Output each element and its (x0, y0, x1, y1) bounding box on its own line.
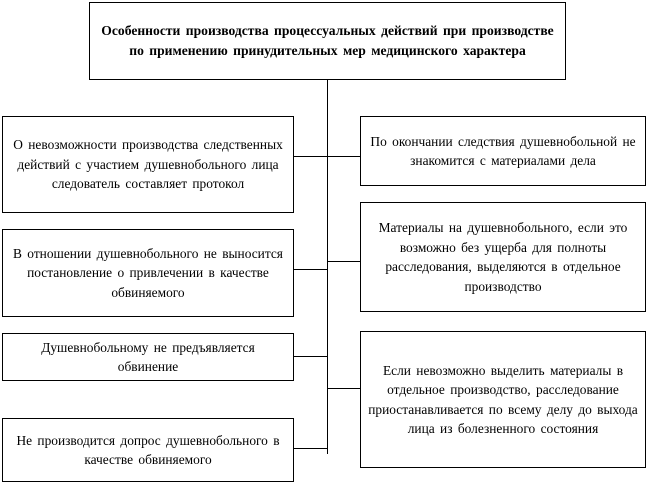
connector-right-2 (327, 261, 360, 262)
right-box-separate-proceedings (360, 202, 646, 312)
connector-left-2 (293, 269, 328, 270)
left-box-no-resolution (2, 229, 294, 317)
connector-left-4 (293, 448, 328, 449)
left-box-no-charge (2, 333, 294, 381)
connector-right-1 (327, 156, 360, 157)
right-box-suspension-text: Если невозможно выделить материалы в отдельное производство, расследование приостанавливается по всему делу до выхода лица из болезненного состояния (368, 362, 638, 436)
diagram-title: Особенности производства процессуальных действий при производстве по применению принудительных мер медицинского характера (101, 23, 554, 58)
left-box-protocol-text: О невозможности производства следственных действий с участием душевнобольного лица следователь составляет протокол (13, 137, 283, 192)
left-box-protocol (2, 116, 294, 213)
connector-left-1 (293, 156, 328, 157)
connector-left-3 (293, 356, 328, 357)
trunk-line (327, 80, 328, 454)
left-box-no-interrogation (2, 418, 294, 482)
diagram-title-box (89, 2, 566, 80)
left-box-no-resolution-text: В отношении душевнобольного не выносится постановление о привлечении в качестве обвиняемого (13, 245, 283, 300)
connector-right-3 (327, 388, 360, 389)
right-box-not-familiarized (360, 116, 646, 186)
right-box-not-familiarized-text: По окончании следствия душевнобольной не знакомится с материалами дела (370, 133, 636, 168)
right-box-separate-proceedings-text: Материалы на душевнобольного, если это возможно без ущерба для полноты расследования, выделяются в отдельное производство (378, 220, 628, 294)
right-box-suspension (360, 331, 646, 468)
left-box-no-interrogation-text: Не производится допрос душевнобольного в качестве обвиняемого (16, 432, 280, 467)
left-box-no-charge-text: Душевнобольному не предъявляется обвинение (41, 339, 255, 374)
